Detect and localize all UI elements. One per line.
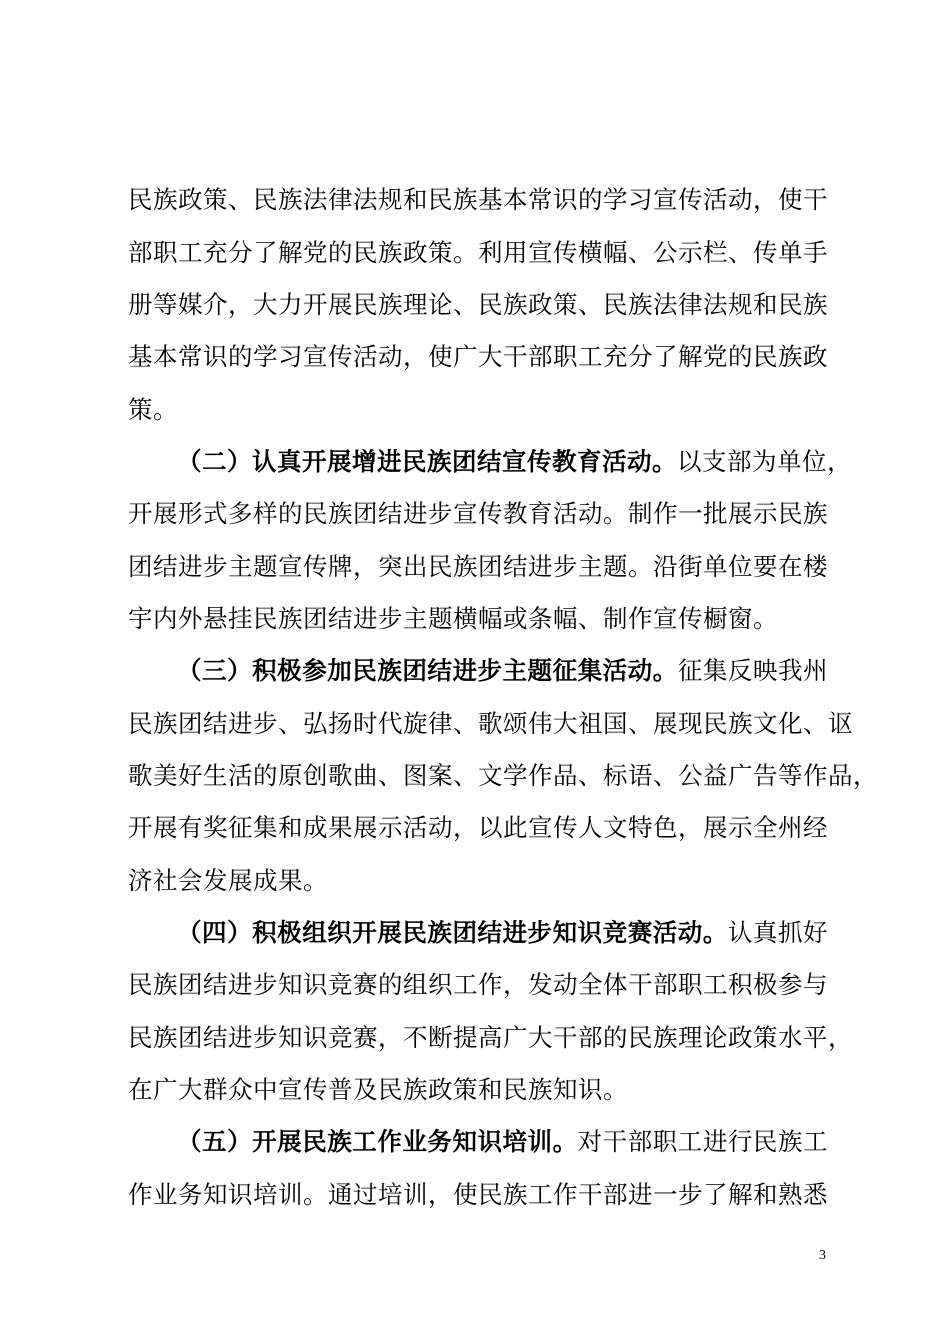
paragraph-line: 作业务知识培训。通过培训，使民族工作干部进一步了解和熟悉 <box>128 1180 828 1209</box>
paragraph-text: 对干部职工进行民族工 <box>577 1127 828 1156</box>
paragraph-line: 民族政策、民族法律法规和民族基本常识的学习宣传活动，使干 <box>128 185 828 214</box>
paragraph-first-line <box>177 651 828 691</box>
paragraph-line: 开展形式多样的民族团结进步宣传教育活动。制作一批展示民族 <box>128 499 828 528</box>
paragraph-line: 基本常识的学习宣传活动，使广大干部职工充分了解党的民族政 <box>128 342 828 371</box>
paragraph-line: 民族团结进步知识竞赛的组织工作，发动全体干部职工积极参与 <box>128 970 828 999</box>
section-heading: （五）开展民族工作业务知识培训。 <box>177 1127 578 1156</box>
paragraph-line: 策。 <box>128 395 178 424</box>
paragraph-text: 以支部为单位， <box>677 447 852 476</box>
paragraph-line: 宇内外悬挂民族团结进步主题横幅或条幅、制作宣传橱窗。 <box>128 604 778 633</box>
paragraph-first-line <box>177 442 852 482</box>
page-number: 3 <box>819 1248 826 1263</box>
paragraph-first-line <box>177 1122 828 1162</box>
paragraph-line: 部职工充分了解党的民族政策。利用宣传横幅、公示栏、传单手 <box>128 238 828 267</box>
paragraph-text: 认真抓好 <box>727 918 829 947</box>
paragraph-line: 民族团结进步、弘扬时代旋律、歌颂伟大祖国、展现民族文化、讴 <box>128 709 853 738</box>
paragraph-line: 册等媒介，大力开展民族理论、民族政策、民族法律法规和民族 <box>128 290 828 319</box>
paragraph-text: 征集反映我州 <box>677 656 829 685</box>
paragraph-line: 团结进步主题宣传牌，突出民族团结进步主题。沿街单位要在楼 <box>128 552 828 581</box>
paragraph-line: 民族团结进步知识竞赛，不断提高广大干部的民族理论政策水平， <box>128 1023 853 1052</box>
paragraph-line: 在广大群众中宣传普及民族政策和民族知识。 <box>128 1075 628 1104</box>
section-heading: （三）积极参加民族团结进步主题征集活动。 <box>177 656 678 685</box>
paragraph-line: 济社会发展成果。 <box>128 866 328 895</box>
paragraph-first-line <box>177 913 828 953</box>
paragraph-line: 歌美好生活的原创歌曲、图案、文学作品、标语、公益广告等作品， <box>128 761 878 790</box>
section-heading: （四）积极组织开展民族团结进步知识竞赛活动。 <box>177 918 728 947</box>
section-heading: （二）认真开展增进民族团结宣传教育活动。 <box>177 447 677 476</box>
paragraph-line: 开展有奖征集和成果展示活动，以此宣传人文特色，展示全州经 <box>128 813 828 842</box>
